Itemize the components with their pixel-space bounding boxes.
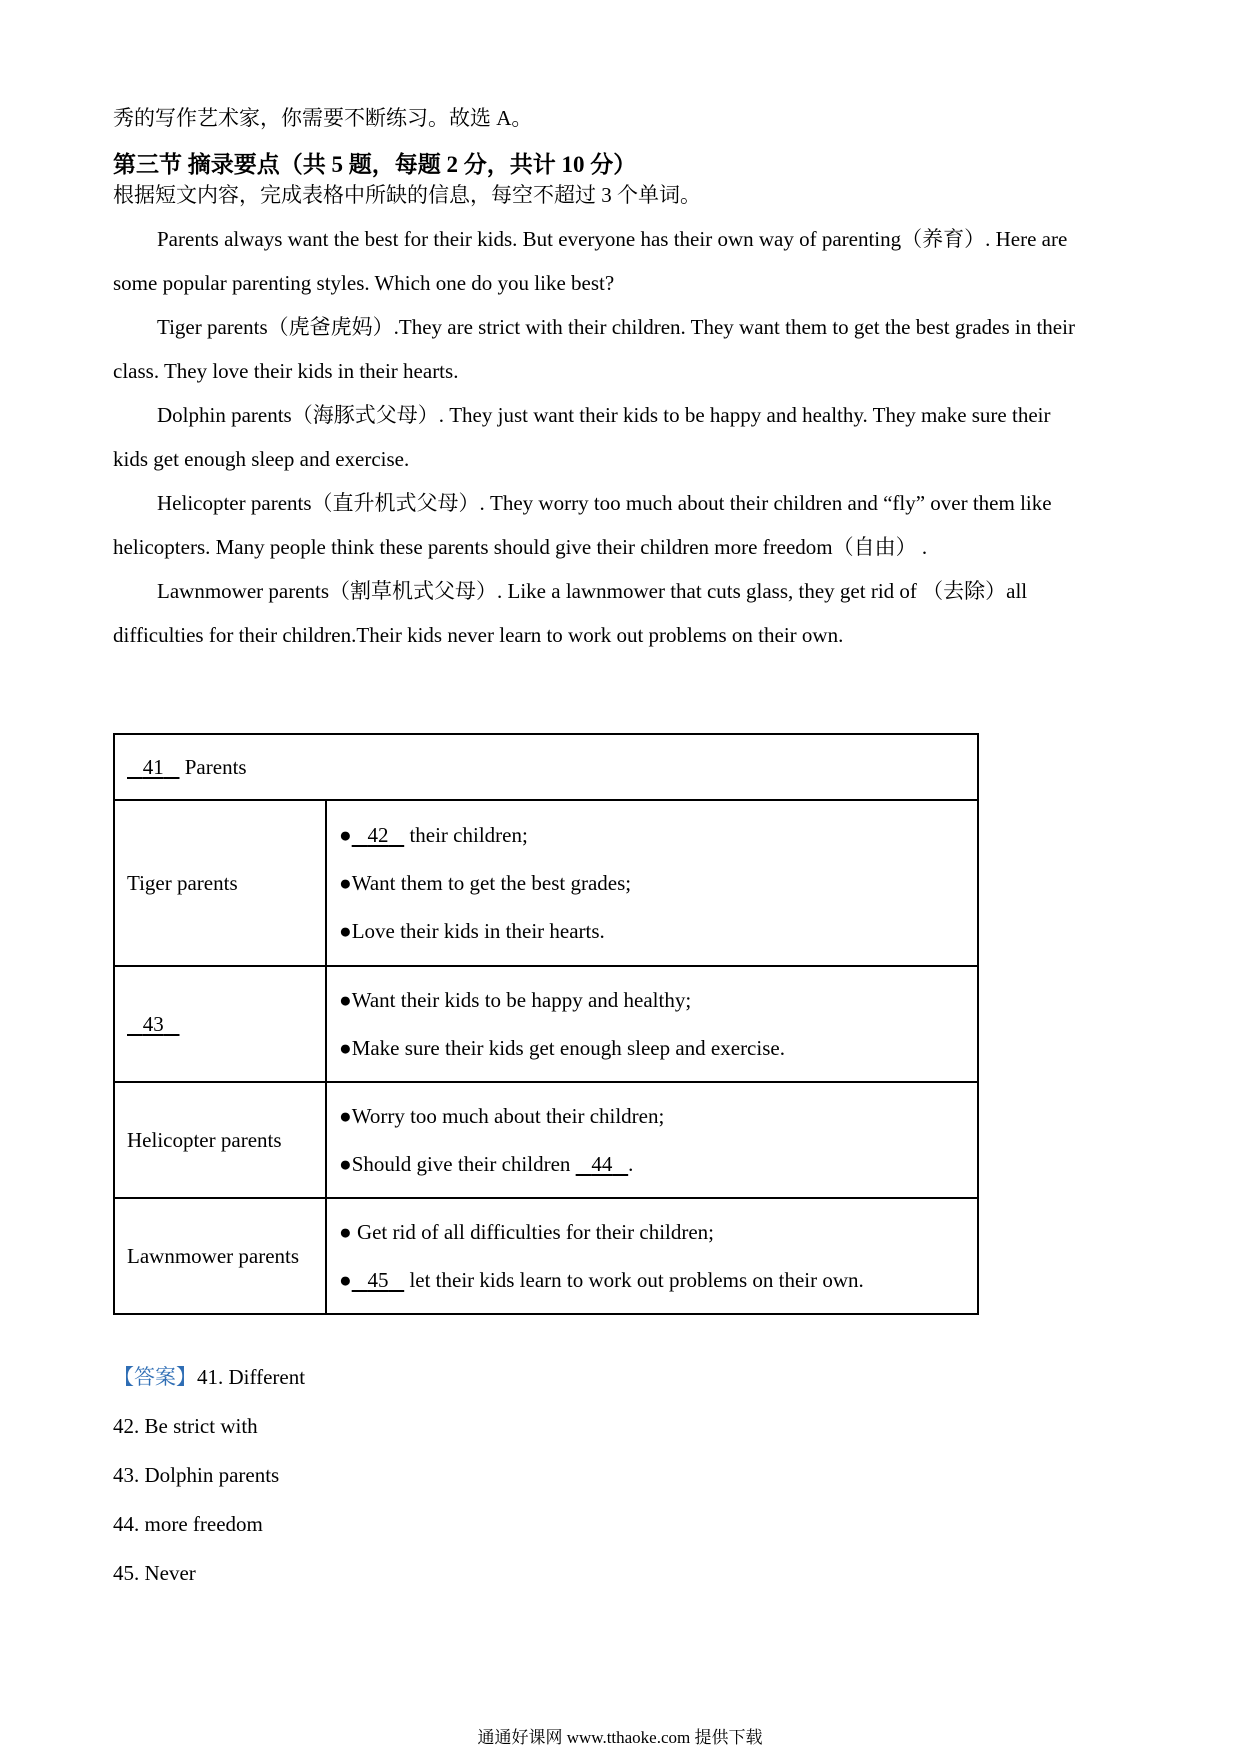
bullet-item: ● Get rid of all difficulties for their children; bbox=[339, 1220, 715, 1244]
row-details-helicopter bbox=[326, 1082, 978, 1198]
bullet-text: Make sure their kids get enough sleep and exercise. bbox=[351, 1036, 785, 1060]
bullet-text: Worry too much about their children; bbox=[351, 1104, 665, 1128]
passage-p1-line2: some popular parenting styles. Which one do you like best? bbox=[113, 271, 615, 295]
section-title: 第三节 摘录要点（共 5 题，每题 2 分，共计 10 分） bbox=[113, 152, 637, 177]
row-label-lawnmower: Lawnmower parents bbox=[114, 1198, 326, 1314]
row-label-helicopter: Helicopter parents bbox=[114, 1082, 326, 1198]
blank-41[interactable] bbox=[127, 755, 180, 779]
bullet-text: Love their kids in their hearts. bbox=[351, 919, 605, 943]
blank-45[interactable] bbox=[352, 1268, 405, 1292]
bullet-item: ●Love their kids in their hearts. bbox=[339, 919, 605, 943]
page-footer: 通通好课网 www.tthaoke.com 提供下载 bbox=[477, 1728, 763, 1747]
table-row bbox=[114, 1082, 978, 1198]
bullet-item: ●Want them to get the best grades; bbox=[339, 871, 632, 895]
bullet-text: their children; bbox=[409, 823, 528, 847]
bullet-item: ●Make sure their kids get enough sleep and exercise. bbox=[339, 1036, 785, 1060]
answer-42: 42. Be strict with bbox=[113, 1414, 258, 1438]
bullet-item: ● 42 their children; bbox=[339, 823, 528, 847]
passage-p2-line1: Tiger parents（虎爸虎妈）.They are strict with their children. They want them to get the best grades in their bbox=[157, 315, 1075, 339]
bullet-text: let their kids learn to work out problems on their own. bbox=[409, 1268, 864, 1292]
bullet-text: Want them to get the best grades; bbox=[351, 871, 632, 895]
table-header-row bbox=[114, 734, 978, 800]
passage-p2-line2: class. They love their kids in their hearts. bbox=[113, 359, 459, 383]
bullet-item: ●Worry too much about their children; bbox=[339, 1104, 665, 1128]
passage-p1-line1: Parents always want the best for their kids. But everyone has their own way of parenting（养育）. Here are bbox=[157, 227, 1068, 251]
blank-42[interactable] bbox=[352, 823, 405, 847]
passage-p5-line2: difficulties for their children.Their kids never learn to work out problems on their own. bbox=[113, 623, 844, 647]
row-details-dolphin bbox=[326, 966, 978, 1082]
row-details-tiger bbox=[326, 800, 978, 966]
answer-45: 45. Never bbox=[113, 1561, 196, 1585]
bullet-item: ●Should give their children 44 . bbox=[339, 1152, 634, 1176]
table-row bbox=[114, 966, 978, 1082]
bullet-end: . bbox=[628, 1152, 634, 1176]
table-row bbox=[114, 800, 978, 966]
section-instruction: 根据短文内容，完成表格中所缺的信息，每空不超过 3 个单词。 bbox=[113, 183, 701, 207]
blank-43[interactable] bbox=[127, 1012, 180, 1036]
blank-45-number: 45 bbox=[367, 1268, 389, 1292]
row-label-43 bbox=[114, 966, 326, 1082]
bullet-item: ●Want their kids to be happy and healthy; bbox=[339, 988, 692, 1012]
blank-44-number: 44 bbox=[591, 1152, 613, 1176]
answer-41-line bbox=[113, 1362, 305, 1392]
answer-41: 41. Different bbox=[197, 1365, 306, 1389]
passage-p4-line1: Helicopter parents（直升机式父母）. They worry too much about their children and “fly” over them like bbox=[157, 491, 1052, 515]
bullet-item: ● 45 let their kids learn to work out problems on their own. bbox=[339, 1268, 864, 1292]
bullet-text: Want their kids to be happy and healthy; bbox=[351, 988, 692, 1012]
parenting-styles-table bbox=[113, 733, 979, 1315]
blank-44[interactable] bbox=[576, 1152, 629, 1176]
blank-42-number: 42 bbox=[367, 823, 389, 847]
table-row bbox=[114, 1198, 978, 1314]
blank-43-number: 43 bbox=[142, 1011, 164, 1036]
answer-44: 44. more freedom bbox=[113, 1512, 263, 1536]
passage-p5-line1: Lawnmower parents（割草机式父母）. Like a lawnmower that cuts glass, they get rid of （去除）all bbox=[157, 579, 1028, 603]
row-details-lawnmower bbox=[326, 1198, 978, 1314]
bullet-text: Get rid of all difficulties for their children; bbox=[351, 1220, 715, 1244]
previous-answer-tail: 秀的写作艺术家，你需要不断练习。故选 A。 bbox=[113, 106, 533, 130]
answer-tag: 【答案】 bbox=[113, 1365, 197, 1389]
answer-43: 43. Dolphin parents bbox=[113, 1463, 280, 1487]
passage-p4-line2: helicopters. Many people think these parents should give their children more freedom（自由） . bbox=[113, 535, 928, 559]
blank-41-number: 41 bbox=[142, 754, 164, 779]
table-header-text: Parents bbox=[184, 754, 247, 779]
row-label-tiger: Tiger parents bbox=[114, 800, 326, 966]
bullet-text: Should give their children bbox=[351, 1152, 571, 1176]
passage-p3-line1: Dolphin parents（海豚式父母）. They just want their kids to be happy and healthy. They make sure their bbox=[157, 403, 1051, 427]
table-header-cell bbox=[114, 734, 978, 800]
passage-p3-line2: kids get enough sleep and exercise. bbox=[113, 447, 410, 471]
